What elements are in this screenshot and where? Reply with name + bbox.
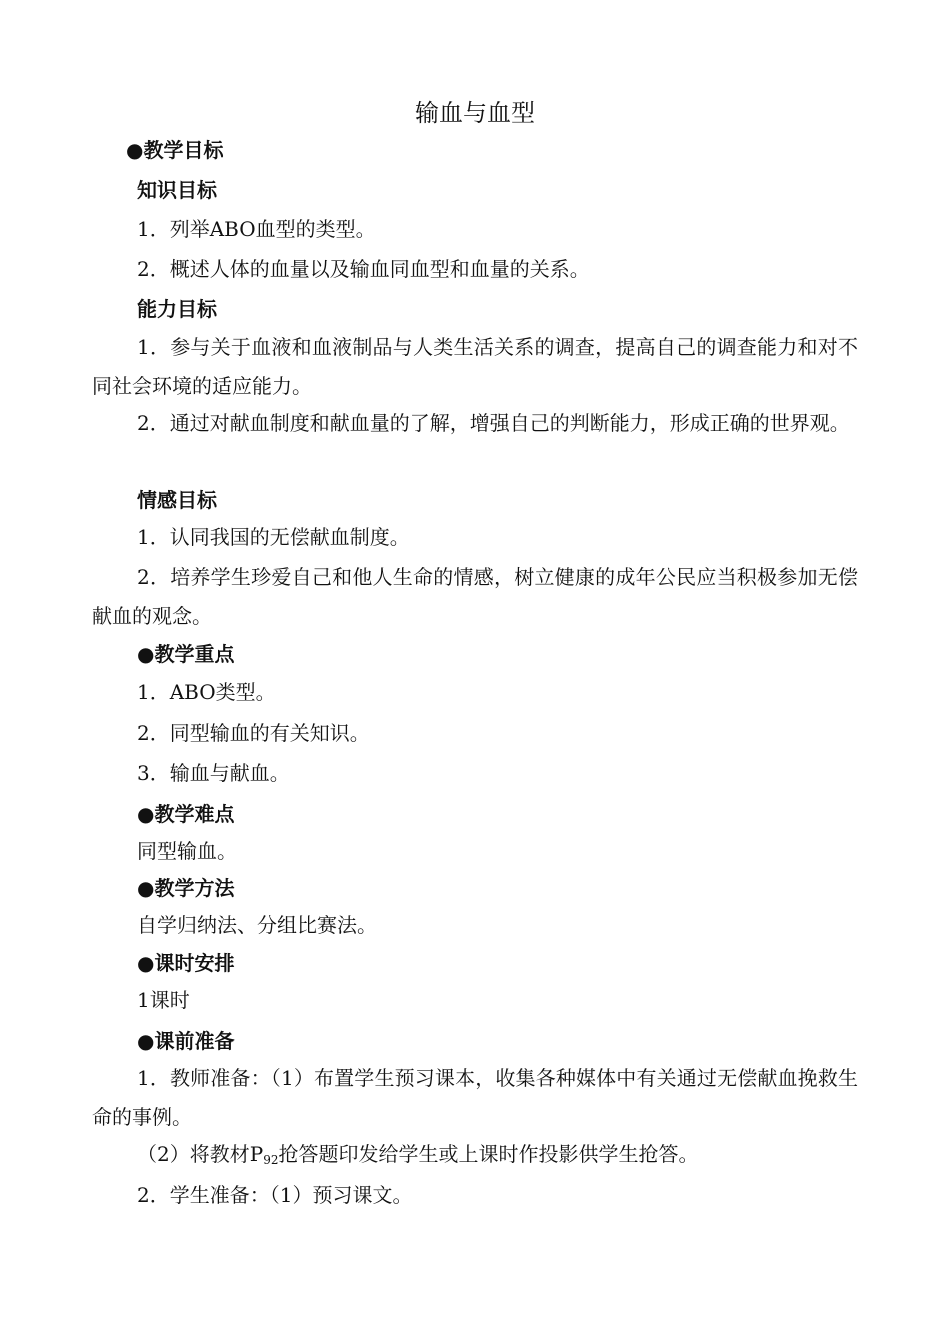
emotion-goal-item: 1．认同我国的无偿献血制度。: [137, 525, 410, 549]
schedule-text: 1课时: [137, 988, 190, 1012]
heading-ability-goals: 能力目标: [137, 297, 217, 321]
key-point-item: 3．输血与献血。: [137, 761, 290, 785]
document-title: 输血与血型: [415, 99, 535, 127]
method-text: 自学归纳法、分组比赛法。: [137, 913, 377, 937]
teacher-preparation: 1．教师准备：（1）布置学生预习课本，收集各种媒体中有关通过无偿献血挽救生命的事例。: [92, 1066, 858, 1129]
student-preparation: 2．学生准备：（1）预习课文。: [137, 1183, 413, 1207]
heading-emotion-goals: 情感目标: [137, 488, 217, 512]
emotion-goal-item: 2．培养学生珍爱自己和他人生命的情感，树立健康的成年公民应当积极参加无偿献血的观念。: [92, 565, 858, 628]
key-point-item: 1．ABO类型。: [137, 680, 276, 704]
key-point-item: 2．同型输血的有关知识。: [137, 721, 370, 745]
teacher-prep-2-suffix: 抢答题印发给学生或上课时作投影供学生抢答。: [278, 1142, 699, 1166]
ability-goal-item: 1．参与关于血液和血液制品与人类生活关系的调查，提高自己的调查能力和对不同社会环境的适应能力。: [92, 335, 858, 398]
knowledge-goal-item: 2．概述人体的血量以及输血同血型和血量的关系。: [137, 257, 590, 281]
knowledge-goal-item: 1．列举ABO血型的类型。: [137, 217, 376, 241]
ability-goal-item: 2．通过对献血制度和献血量的了解，增强自己的判断能力，形成正确的世界观。: [137, 411, 850, 435]
heading-schedule: ●课时安排: [137, 951, 235, 975]
page-number-subscript: 92: [263, 1153, 279, 1167]
heading-preparation: ●课前准备: [137, 1029, 235, 1053]
heading-knowledge-goals: 知识目标: [137, 178, 217, 202]
teacher-prep-2-prefix: （2）将教材P: [137, 1142, 264, 1166]
teacher-preparation-2: [137, 1142, 698, 1166]
heading-difficulty: ●教学难点: [137, 802, 235, 826]
heading-key-points: ●教学重点: [137, 642, 235, 666]
heading-teaching-goals: ●教学目标: [126, 138, 224, 162]
heading-method: ●教学方法: [137, 876, 235, 900]
difficulty-text: 同型输血。: [137, 839, 237, 863]
